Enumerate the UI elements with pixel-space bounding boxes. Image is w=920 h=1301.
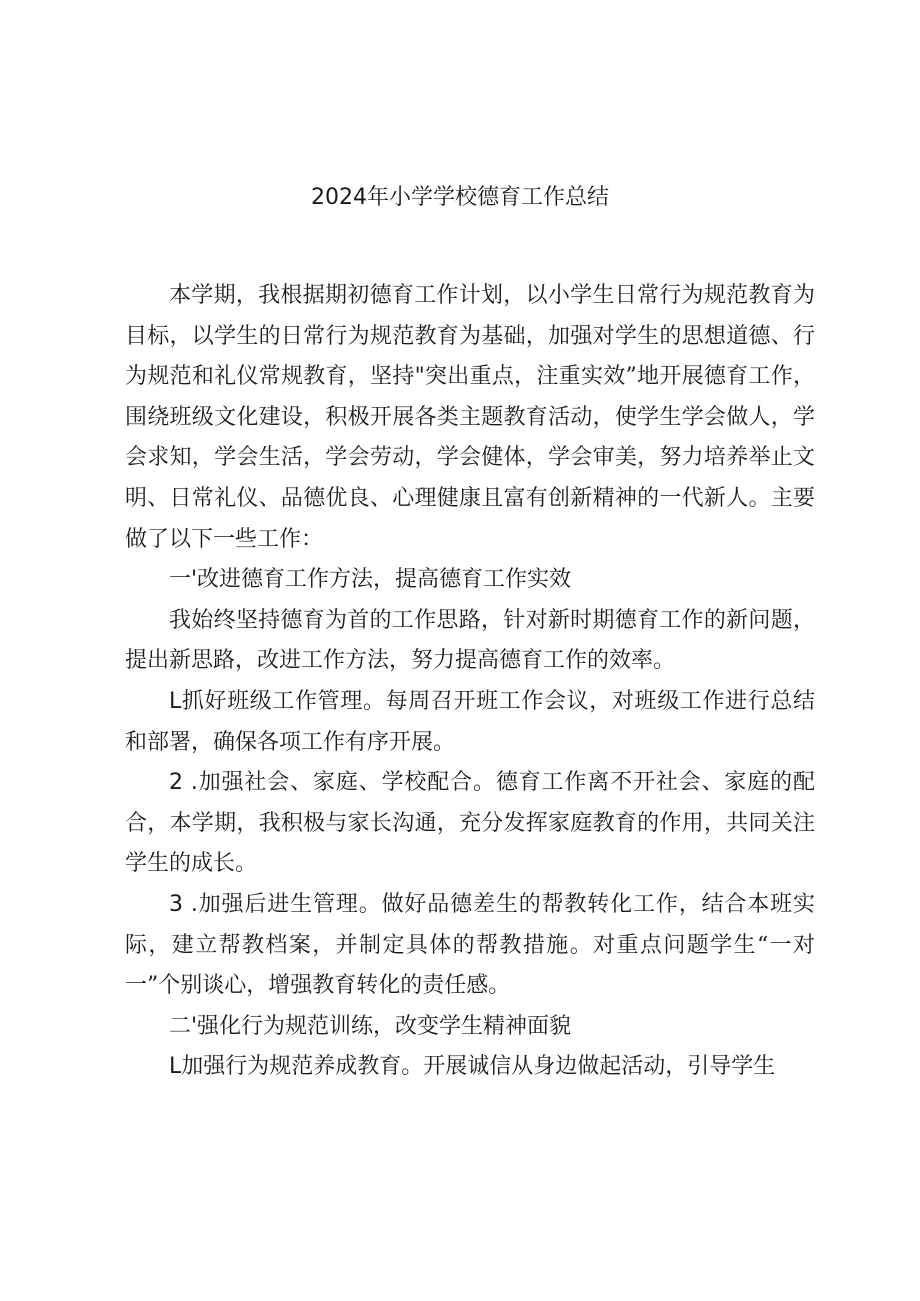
document-title: 2024年小学学校德育工作总结 (311, 185, 609, 210)
item-lead: L加强行为规范养成教育。 (169, 1054, 424, 1080)
item-lead: 2 .加强社会、家庭、学校配合。 (169, 770, 496, 796)
item-lead: 3 .加强后进生管理。 (169, 891, 382, 917)
section-1-paragraph: 我始终坚持德育为首的工作思路，针对新时期德育工作的新问题，提出新思路，改进工作方法，努力提高德育工作的效率。 (125, 607, 815, 674)
intro-paragraph: 本学期，我根据期初德育工作计划，以小学生日常行为规范教育为目标，以学生的日常行为规范教育为基础，加强对学生的思想道德、行为规范和礼仪常规教育，坚持"突出重点，注重实效”地开展德育工作，围绕班级文化建设，积极开展各类主题教育活动，使学生学会做人，学会求知，学会生活，学会劳动，学会健体，学会审美，努力培养举止文明、日常礼仪、品德优良、心理健康且富有创新精神的一代新人。主要做了以下一些工作： (125, 283, 815, 552)
section-heading-2: 二'强化行为规范训练，改变学生精神面貌 (169, 1013, 572, 1039)
list-item (125, 763, 815, 885)
item-lead: L抓好班级工作管理。 (169, 688, 386, 714)
item-text: 每周召开班工作会议，对班级工作进行总结和部署，确保各项工作有序开展。 (125, 688, 815, 755)
list-item (125, 1047, 815, 1088)
section-heading-1: 一'改进德育工作方法，提高德育工作实效 (169, 567, 572, 593)
list-item (125, 682, 815, 763)
item-text: 德育工作离不开社会、家庭的配合，本学期，我积极与家长沟通，充分发挥家庭教育的作用，共同关注学生的成长。 (125, 770, 815, 877)
list-item (125, 885, 815, 1007)
item-text: 做好品德差生的帮教转化工作，结合本班实际，建立帮教档案，并制定具体的帮教措施。对重点问题学生“一对一”个别谈心，增强教育转化的责任感。 (125, 891, 815, 999)
item-text: 开展诚信从身边做起活动，引导学生 (423, 1054, 776, 1080)
document-body (125, 276, 815, 1088)
